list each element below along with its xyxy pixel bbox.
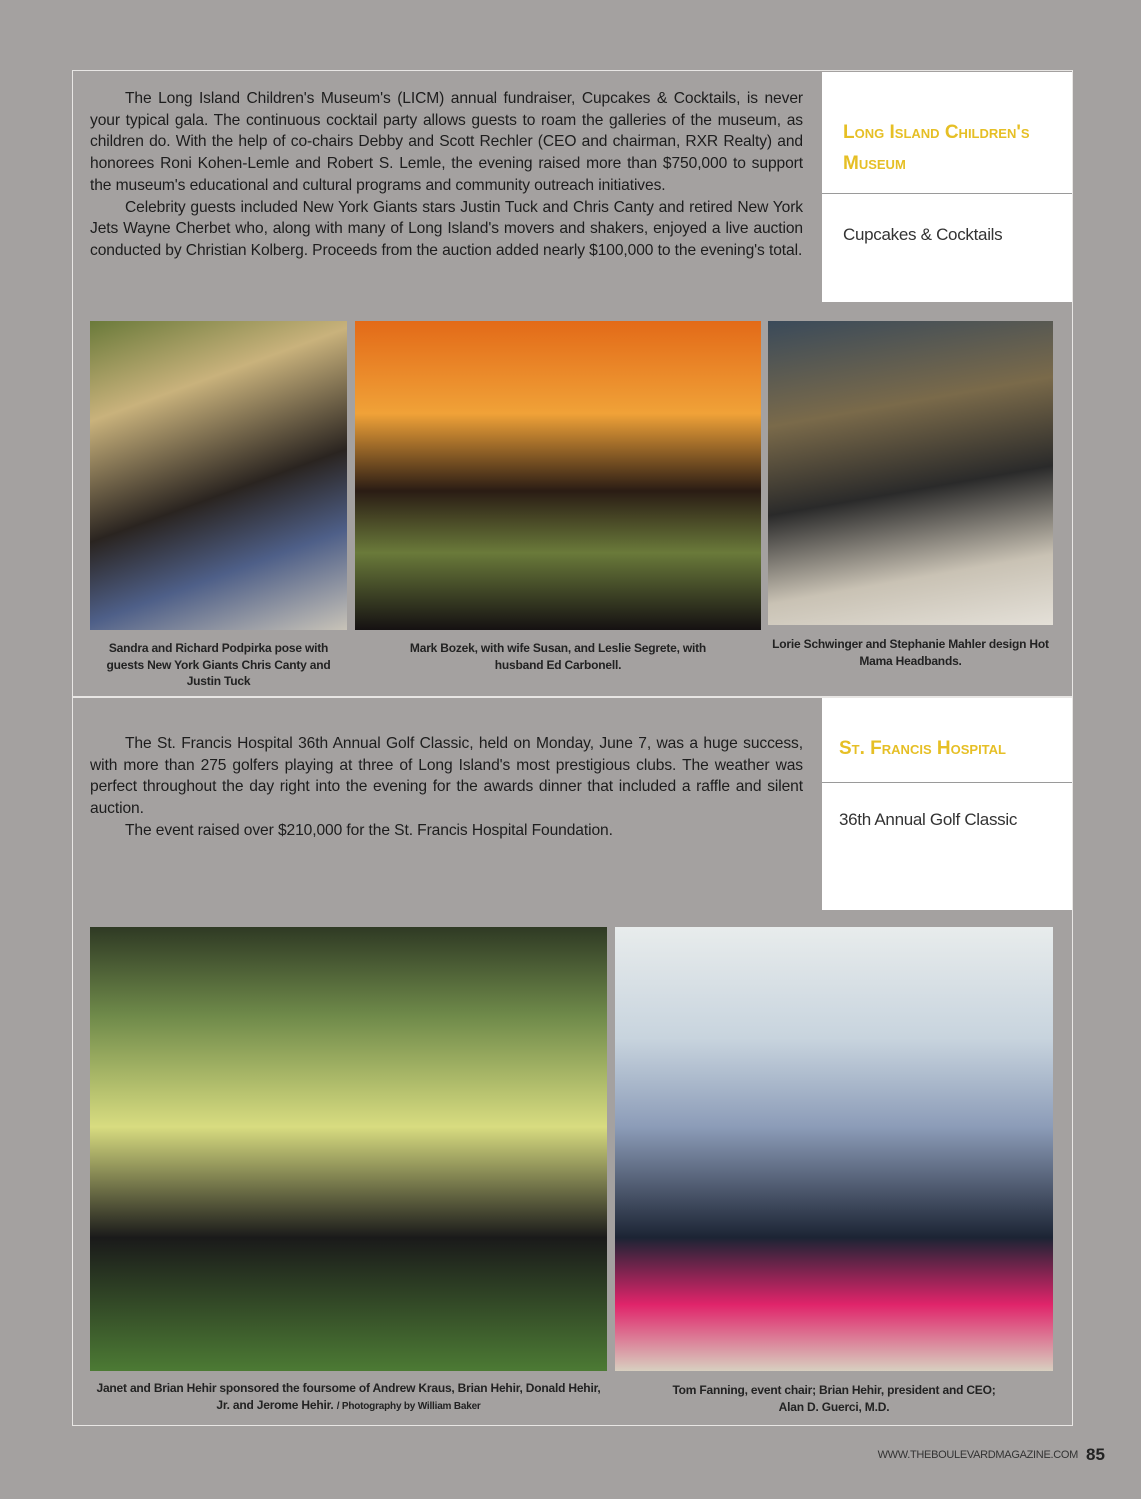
paragraph: Celebrity guests included New York Giants stars Justin Tuck and Chris Canty and retired New York Jets Wayne Cherbet who, along with many of Long Island's movers and shakers, enjoyed a live auction conducted by Christian Kolberg. Proceeds from the auction added nearly $100,000 to the evening's total. xyxy=(90,198,803,259)
photo-bozek-segrete xyxy=(355,321,761,630)
photo-trophy-presentation xyxy=(615,927,1053,1371)
photo-golf-foursome xyxy=(90,927,607,1371)
section-title: Long Island Children's Museum xyxy=(843,122,1030,174)
photo-podpirka-giants xyxy=(90,321,347,630)
st-francis-article-body xyxy=(90,733,803,842)
photo-headbands xyxy=(768,321,1053,625)
caption-text: Janet and Brian Hehir sponsored the foursome of Andrew Kraus, Brian Hehir, Donald Hehir, Jr. and Jerome Hehir. xyxy=(96,1381,601,1412)
section-subtitle: 36th Annual Golf Classic xyxy=(839,810,1018,829)
divider xyxy=(822,193,1072,194)
paragraph: The St. Francis Hospital 36th Annual Golf Classic, held on Monday, June 7, was a huge success, with more than 275 golfers playing at three of Long Island's most prestigious clubs. The weather was perfect throughout the day right into the evening for the awards dinner that included a raffle and silent auction. xyxy=(90,735,803,818)
page-number: 85 xyxy=(1086,1445,1105,1464)
licm-article-body xyxy=(90,88,803,262)
photo-caption: Sandra and Richard Podpirka pose with guests New York Giants Chris Canty and Justin Tuck xyxy=(106,641,331,688)
st-francis-header-box xyxy=(822,698,1072,910)
photo-caption: Lorie Schwinger and Stephanie Mahler design Hot Mama Headbands. xyxy=(772,637,1049,668)
section-subtitle: Cupcakes & Cocktails xyxy=(843,225,1003,244)
licm-header-box xyxy=(822,72,1072,302)
photo-caption: Mark Bozek, with wife Susan, and Leslie Segrete, with husband Ed Carbonell. xyxy=(409,641,707,672)
paragraph: The event raised over $210,000 for the St. Francis Hospital Foundation. xyxy=(125,821,613,839)
section-title: St. Francis Hospital xyxy=(839,738,1006,759)
paragraph: The Long Island Children's Museum's (LICM) annual fundraiser, Cupcakes & Cocktails, is never your typical gala. The continuous cocktail party allows guests to roam the galleries of the museum, as children do. With the help of co-chairs Debby and Scott Rechler (CEO and chairman, RXR Realty) and honorees Roni Kohen-Lemle and Robert S. Lemle, the evening raised more than $750,000 to support the museum's educational and cultural programs and community outreach initiatives. xyxy=(90,90,803,194)
footer-website: WWW.THEBOULEVARDMAGAZINE.COM xyxy=(877,1449,1078,1461)
photo-caption xyxy=(90,1380,607,1415)
divider xyxy=(822,782,1072,783)
photo-credit: / Photography by William Baker xyxy=(336,1400,481,1412)
photo-caption: Tom Fanning, event chair; Brian Hehir, president and CEO; Alan D. Guerci, M.D. xyxy=(672,1383,996,1414)
